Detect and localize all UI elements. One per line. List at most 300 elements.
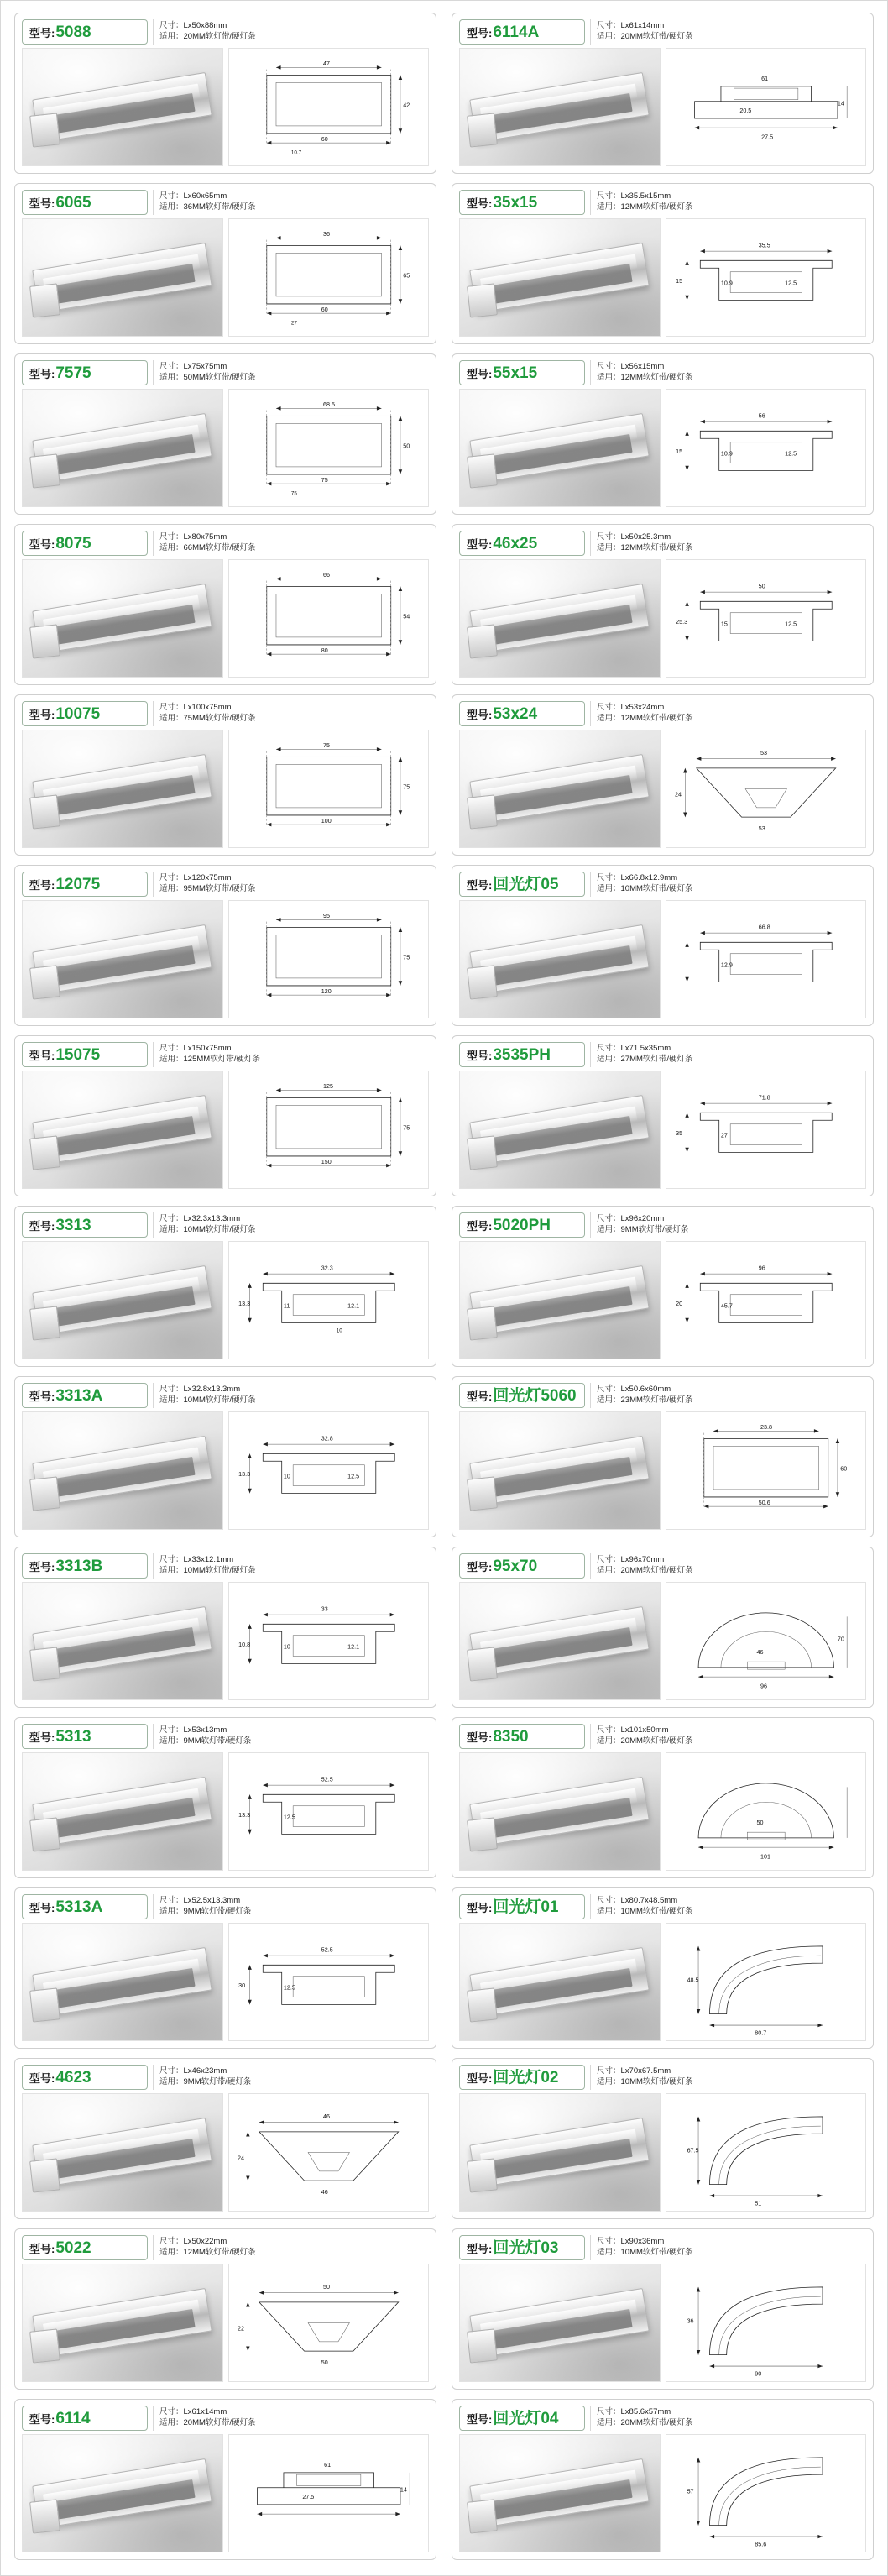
product-photo — [459, 389, 661, 507]
svg-text:13.3: 13.3 — [238, 1812, 250, 1819]
spec-box — [153, 531, 429, 556]
technical-drawing — [666, 2264, 867, 2382]
product-header — [22, 1724, 429, 1749]
svg-text:20.5: 20.5 — [739, 107, 751, 115]
product-body — [22, 900, 429, 1018]
end-cap — [29, 794, 60, 829]
product-header — [459, 1212, 866, 1238]
svg-text:47: 47 — [322, 60, 330, 68]
spec-use-prefix: 适用： — [597, 1736, 621, 1746]
model-value: 53x24 — [493, 704, 538, 723]
svg-text:10.7: 10.7 — [290, 149, 301, 156]
spec-size-value: Lx96x70mm — [620, 1555, 665, 1565]
end-cap — [467, 2328, 498, 2363]
technical-drawing — [228, 730, 430, 848]
model-box — [22, 1724, 148, 1749]
svg-text:50: 50 — [756, 1819, 764, 1827]
svg-text:50.6: 50.6 — [758, 1499, 770, 1506]
spec-box — [153, 1553, 429, 1579]
model-value: 8075 — [55, 534, 91, 552]
svg-text:60: 60 — [321, 306, 328, 313]
spec-size-prefix: 尺寸： — [159, 873, 184, 883]
spec-use-value: 12MM软灯带/硬灯条 — [183, 2248, 256, 2257]
end-cap — [29, 1817, 60, 1851]
svg-text:10.9: 10.9 — [720, 280, 733, 287]
svg-text:66: 66 — [322, 572, 330, 579]
model-box — [459, 1894, 585, 1919]
svg-text:45.7: 45.7 — [720, 1302, 733, 1310]
spec-use-value: 9MM软灯带/硬灯条 — [620, 1225, 689, 1234]
product-body — [459, 1752, 866, 1871]
model-label: 型号: — [467, 2071, 493, 2085]
svg-text:75: 75 — [322, 742, 330, 750]
spec-size — [159, 2408, 429, 2417]
product-header — [22, 1383, 429, 1408]
technical-drawing — [228, 2093, 430, 2212]
svg-text:57: 57 — [687, 2488, 694, 2495]
svg-text:60: 60 — [321, 135, 328, 143]
svg-text:10: 10 — [283, 1643, 290, 1651]
spec-size-prefix: 尺寸： — [159, 362, 184, 372]
model-label: 型号: — [467, 1730, 493, 1744]
product-header — [22, 872, 429, 897]
svg-text:56: 56 — [758, 412, 765, 420]
product-card[interactable] — [14, 183, 436, 344]
spec-box — [590, 2065, 866, 2090]
svg-text:15: 15 — [675, 448, 682, 456]
model-box — [459, 1212, 585, 1238]
spec-use-value: 23MM软灯带/硬灯条 — [620, 1395, 693, 1405]
svg-text:27.5: 27.5 — [301, 2494, 314, 2501]
svg-text:36: 36 — [687, 2317, 694, 2325]
svg-text:22: 22 — [237, 2325, 244, 2333]
model-label: 型号: — [467, 1901, 493, 1914]
spec-use-value: 50MM软灯带/硬灯条 — [183, 373, 256, 382]
product-card[interactable] — [452, 1376, 874, 1537]
product-card[interactable] — [14, 13, 436, 174]
svg-text:96: 96 — [760, 1683, 767, 1690]
svg-text:52.5: 52.5 — [321, 1776, 333, 1783]
end-cap — [467, 1476, 498, 1511]
svg-text:27.5: 27.5 — [760, 134, 773, 141]
product-header — [22, 531, 429, 556]
model-label: 型号: — [29, 1560, 55, 1573]
model-label: 型号: — [467, 1390, 493, 1403]
svg-text:80.7: 80.7 — [754, 2029, 766, 2037]
spec-use-prefix: 适用： — [159, 373, 184, 382]
product-card[interactable] — [14, 353, 436, 515]
spec-size — [159, 363, 429, 372]
spec-use-value: 66MM软灯带/硬灯条 — [183, 543, 256, 552]
spec-size-prefix: 尺寸： — [159, 2407, 184, 2417]
model-value: 5088 — [55, 23, 91, 41]
technical-drawing — [228, 2434, 430, 2552]
product-body — [22, 1241, 429, 1359]
product-card[interactable] — [452, 353, 874, 515]
product-card[interactable] — [452, 2058, 874, 2219]
spec-box — [153, 2235, 429, 2260]
product-card[interactable] — [452, 2228, 874, 2390]
spec-use-prefix: 适用： — [597, 202, 621, 212]
svg-text:67.5: 67.5 — [687, 2147, 699, 2155]
model-label: 型号: — [29, 26, 55, 39]
spec-use — [159, 203, 429, 212]
spec-size-value: Lx50x25.3mm — [620, 532, 671, 542]
spec-size — [597, 2408, 866, 2417]
model-box — [22, 2235, 148, 2260]
svg-text:70: 70 — [837, 1636, 844, 1643]
product-card[interactable] — [452, 2399, 874, 2560]
svg-text:35: 35 — [675, 1130, 682, 1138]
spec-use-value: 12MM软灯带/硬灯条 — [620, 543, 693, 552]
svg-text:12.1: 12.1 — [347, 1302, 359, 1310]
model-value: 6065 — [55, 193, 91, 212]
product-card[interactable] — [14, 694, 436, 856]
spec-size-prefix: 尺寸： — [597, 21, 621, 31]
spec-size-prefix: 尺寸： — [597, 2407, 621, 2417]
end-cap — [467, 113, 498, 147]
spec-use-value: 20MM软灯带/硬灯条 — [620, 32, 693, 41]
svg-text:61: 61 — [760, 76, 768, 83]
model-box — [459, 531, 585, 556]
end-cap — [29, 2158, 60, 2192]
product-header — [459, 2065, 866, 2090]
product-header — [22, 190, 429, 215]
product-card[interactable] — [14, 524, 436, 685]
end-cap — [29, 1476, 60, 1511]
spec-size-prefix: 尺寸： — [597, 362, 621, 372]
spec-size — [159, 533, 429, 542]
spec-use-prefix: 适用： — [159, 1055, 184, 1064]
technical-drawing — [666, 1411, 867, 1530]
spec-use — [159, 1055, 429, 1065]
product-body — [459, 1411, 866, 1530]
technical-drawing — [666, 1752, 867, 1871]
product-card[interactable] — [452, 524, 874, 685]
model-box — [22, 360, 148, 385]
spec-size — [597, 192, 866, 202]
model-box — [459, 1553, 585, 1579]
technical-drawing — [666, 1241, 867, 1359]
product-header — [459, 1553, 866, 1579]
svg-text:10: 10 — [336, 1327, 342, 1334]
product-photo — [459, 1582, 661, 1700]
spec-box — [590, 19, 866, 45]
model-value: 5022 — [55, 2238, 91, 2257]
product-card[interactable] — [14, 2228, 436, 2390]
technical-drawing — [228, 1241, 430, 1359]
svg-text:33: 33 — [321, 1605, 328, 1613]
product-photo — [459, 1923, 661, 2041]
spec-use-prefix: 适用： — [159, 543, 184, 552]
spec-size-prefix: 尺寸： — [159, 1385, 184, 1395]
technical-drawing — [666, 730, 867, 848]
spec-use — [597, 1055, 866, 1065]
spec-box — [153, 1894, 429, 1919]
model-box — [22, 1894, 148, 1919]
spec-use-prefix: 适用： — [159, 1736, 184, 1746]
spec-use — [597, 203, 866, 212]
product-card[interactable] — [14, 865, 436, 1026]
spec-use-prefix: 适用： — [159, 202, 184, 212]
end-cap — [467, 2499, 498, 2533]
spec-size-prefix: 尺寸： — [159, 1725, 184, 1736]
spec-size-prefix: 尺寸： — [159, 1214, 184, 1224]
svg-text:12.5: 12.5 — [784, 280, 797, 287]
product-card[interactable] — [14, 1206, 436, 1367]
product-body — [22, 1411, 429, 1530]
spec-box — [590, 1042, 866, 1067]
spec-size-prefix: 尺寸： — [597, 703, 621, 713]
spec-size-prefix: 尺寸： — [159, 1044, 184, 1054]
svg-text:85.6: 85.6 — [754, 2541, 766, 2548]
product-card[interactable] — [452, 1206, 874, 1367]
spec-use — [159, 885, 429, 894]
spec-use-prefix: 适用： — [159, 1225, 184, 1234]
spec-box — [590, 360, 866, 385]
spec-size-value: Lx53x13mm — [183, 1725, 227, 1736]
spec-use-value: 20MM软灯带/硬灯条 — [620, 1566, 693, 1575]
product-header — [22, 19, 429, 45]
spec-size-prefix: 尺寸： — [597, 1214, 621, 1224]
spec-use-value: 36MM软灯带/硬灯条 — [183, 202, 256, 212]
svg-text:27: 27 — [290, 320, 297, 327]
model-label: 型号: — [29, 2071, 55, 2085]
svg-text:75: 75 — [402, 783, 410, 791]
svg-text:53: 53 — [758, 825, 765, 832]
spec-use-value: 75MM软灯带/硬灯条 — [183, 714, 256, 723]
product-body — [459, 2264, 866, 2382]
end-cap — [467, 1647, 498, 1681]
spec-use — [597, 885, 866, 894]
model-label: 型号: — [29, 2242, 55, 2255]
spec-box — [590, 531, 866, 556]
spec-box — [153, 2406, 429, 2431]
spec-size — [159, 874, 429, 883]
spec-use-prefix: 适用： — [597, 2418, 621, 2427]
spec-use-prefix: 适用： — [159, 714, 184, 723]
product-card[interactable] — [14, 1887, 436, 2049]
spec-use-value: 95MM软灯带/硬灯条 — [183, 884, 256, 893]
product-card[interactable] — [452, 1547, 874, 1708]
model-box — [22, 1042, 148, 1067]
product-photo — [459, 559, 661, 678]
model-label: 型号: — [467, 537, 493, 551]
svg-text:46: 46 — [756, 1649, 764, 1657]
model-label: 型号: — [467, 1219, 493, 1233]
product-card[interactable] — [14, 1035, 436, 1196]
model-label: 型号: — [467, 878, 493, 892]
spec-box — [153, 1383, 429, 1408]
spec-size — [597, 533, 866, 542]
spec-use-prefix: 适用： — [597, 1395, 621, 1405]
svg-text:53: 53 — [760, 750, 767, 757]
spec-box — [153, 19, 429, 45]
spec-size-value: Lx71.5x35mm — [620, 1044, 671, 1054]
product-card[interactable] — [14, 2399, 436, 2560]
model-value: 15075 — [55, 1045, 101, 1064]
spec-size-value: Lx61x14mm — [183, 2407, 227, 2417]
svg-text:14: 14 — [400, 2486, 407, 2494]
model-label: 型号: — [467, 26, 493, 39]
product-body — [22, 1752, 429, 1871]
spec-size-prefix: 尺寸： — [597, 1555, 621, 1565]
spec-size — [597, 1385, 866, 1395]
product-header — [459, 360, 866, 385]
product-header — [22, 1553, 429, 1579]
spec-size-prefix: 尺寸： — [159, 1555, 184, 1565]
spec-size-value: Lx50.6x60mm — [620, 1385, 671, 1395]
model-box — [459, 190, 585, 215]
technical-drawing — [228, 1752, 430, 1871]
spec-size — [597, 22, 866, 31]
spec-size-value: Lx32.3x13.3mm — [183, 1214, 241, 1224]
model-label: 型号: — [29, 537, 55, 551]
model-label: 型号: — [29, 878, 55, 892]
technical-drawing — [228, 218, 430, 337]
product-body — [459, 1241, 866, 1359]
product-card[interactable] — [452, 1887, 874, 2049]
model-value: 95x70 — [493, 1557, 538, 1575]
model-label: 型号: — [29, 708, 55, 721]
svg-text:54: 54 — [402, 613, 410, 620]
svg-text:12.5: 12.5 — [784, 620, 797, 628]
spec-size-prefix: 尺寸： — [597, 2066, 621, 2076]
end-cap — [29, 1647, 60, 1681]
spec-size-value: Lx33x12.1mm — [183, 1555, 234, 1565]
spec-box — [590, 1724, 866, 1749]
model-box — [459, 701, 585, 726]
spec-use — [159, 715, 429, 724]
model-value: 12075 — [55, 875, 101, 893]
product-photo — [459, 2264, 661, 2382]
model-label: 型号: — [467, 196, 493, 210]
spec-use-prefix: 适用： — [597, 32, 621, 41]
product-card[interactable] — [452, 1717, 874, 1878]
spec-size-value: Lx53x24mm — [620, 703, 665, 713]
model-value: 5313 — [55, 1727, 91, 1746]
product-header — [459, 2406, 866, 2431]
product-photo — [459, 1241, 661, 1359]
spec-use-prefix: 适用： — [597, 714, 621, 723]
product-photo — [459, 2093, 661, 2212]
product-header — [22, 1042, 429, 1067]
spec-size — [159, 1726, 429, 1736]
product-header — [22, 360, 429, 385]
svg-text:71.8: 71.8 — [758, 1094, 770, 1102]
svg-text:60: 60 — [839, 1465, 847, 1473]
product-header — [459, 19, 866, 45]
svg-text:150: 150 — [321, 1158, 332, 1165]
spec-use-value: 10MM软灯带/硬灯条 — [183, 1566, 256, 1575]
end-cap — [29, 1135, 60, 1170]
product-card[interactable] — [452, 13, 874, 174]
product-header — [459, 1042, 866, 1067]
product-header — [459, 872, 866, 897]
spec-box — [153, 190, 429, 215]
model-value: 46x25 — [493, 534, 538, 552]
svg-text:120: 120 — [321, 987, 332, 995]
model-box — [459, 360, 585, 385]
spec-use-prefix: 适用： — [597, 884, 621, 893]
spec-box — [590, 2235, 866, 2260]
svg-text:10.8: 10.8 — [238, 1641, 250, 1649]
model-value: 回光灯02 — [493, 2068, 559, 2086]
end-cap — [467, 965, 498, 999]
spec-use — [597, 1396, 866, 1406]
spec-use — [597, 2078, 866, 2087]
end-cap — [467, 794, 498, 829]
model-box — [459, 2406, 585, 2431]
spec-use-value: 12MM软灯带/硬灯条 — [620, 202, 693, 212]
spec-use-value: 9MM软灯带/硬灯条 — [183, 1736, 252, 1746]
technical-drawing — [666, 1582, 867, 1700]
product-photo — [22, 1752, 223, 1871]
product-photo — [22, 1241, 223, 1359]
technical-drawing — [666, 2434, 867, 2552]
svg-text:101: 101 — [760, 1853, 770, 1861]
spec-use-prefix: 适用： — [159, 1566, 184, 1575]
model-value: 5313A — [55, 1898, 103, 1916]
product-photo — [22, 2264, 223, 2382]
spec-use-prefix: 适用： — [159, 32, 184, 41]
technical-drawing — [228, 559, 430, 678]
product-header — [22, 1212, 429, 1238]
svg-text:13.3: 13.3 — [238, 1471, 250, 1479]
model-box — [22, 1383, 148, 1408]
spec-use-prefix: 适用： — [597, 1055, 621, 1064]
model-label: 型号: — [29, 1730, 55, 1744]
product-card[interactable] — [452, 694, 874, 856]
product-card[interactable] — [14, 1376, 436, 1537]
spec-size — [159, 2067, 429, 2076]
technical-drawing — [228, 48, 430, 166]
product-photo — [459, 900, 661, 1018]
technical-drawing — [228, 1411, 430, 1530]
product-card[interactable] — [452, 183, 874, 344]
spec-size-value: Lx80.7x48.5mm — [620, 1896, 678, 1906]
svg-text:32.3: 32.3 — [321, 1264, 333, 1272]
product-header — [22, 2406, 429, 2431]
product-body — [459, 389, 866, 507]
product-photo — [22, 1923, 223, 2041]
spec-size — [597, 363, 866, 372]
end-cap — [29, 453, 60, 488]
end-cap — [29, 1306, 60, 1340]
product-card[interactable] — [14, 2058, 436, 2219]
model-value: 5020PH — [493, 1216, 551, 1234]
spec-use — [597, 2249, 866, 2258]
model-box — [459, 1724, 585, 1749]
technical-drawing — [666, 1923, 867, 2041]
model-value: 回光灯5060 — [493, 1386, 577, 1405]
spec-size — [159, 1045, 429, 1054]
spec-size-prefix: 尺寸： — [597, 1725, 621, 1736]
product-card[interactable] — [14, 1547, 436, 1708]
technical-drawing — [666, 2093, 867, 2212]
spec-use-value: 125MM软灯带/硬灯条 — [183, 1055, 260, 1064]
product-card[interactable] — [452, 1035, 874, 1196]
product-photo — [459, 48, 661, 166]
spec-size-prefix: 尺寸： — [597, 1385, 621, 1395]
technical-drawing — [666, 1071, 867, 1189]
spec-size-prefix: 尺寸： — [597, 1044, 621, 1054]
svg-text:14: 14 — [837, 100, 844, 107]
spec-size-value: Lx32.8x13.3mm — [183, 1385, 241, 1395]
model-value: 3535PH — [493, 1045, 551, 1064]
product-card[interactable] — [14, 1717, 436, 1878]
product-card[interactable] — [452, 865, 874, 1026]
